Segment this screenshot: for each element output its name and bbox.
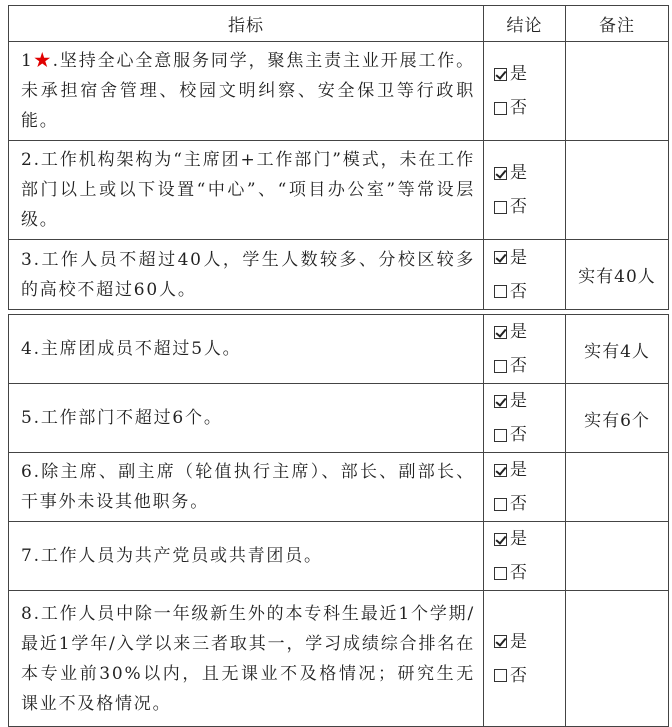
unchecked-checkbox-icon[interactable] (494, 102, 507, 115)
no-label: 否 (510, 281, 527, 302)
checked-checkbox-icon[interactable] (494, 635, 507, 648)
checked-checkbox-icon[interactable] (494, 251, 507, 264)
star-icon: ★ (33, 51, 53, 71)
yes-option[interactable] (494, 57, 565, 91)
no-label: 否 (510, 563, 527, 583)
table-header-row (9, 6, 669, 42)
row-number: 3 (21, 249, 34, 270)
header-remark: 备注 (566, 6, 669, 42)
indicator-text: .工作人员不超过40人，学生人数较多、分校区较多的高校不超过60人。 (21, 249, 475, 300)
no-option[interactable] (494, 556, 565, 590)
conclusion-cell (484, 591, 566, 727)
remark-cell: 实有4人 (566, 315, 669, 384)
checked-checkbox-icon[interactable] (494, 464, 507, 477)
indicator-text: .工作部门不超过6个。 (33, 408, 223, 428)
row-number: 1 (21, 51, 34, 71)
indicator-text: .工作人员中除一年级新生外的本专科生最近1个学期/最近1学年/入学以来三者取其一，学习成绩综合排名在本专业前30%以内，且无课业不及格情况；研究生无课业不及格情况。 (21, 603, 475, 714)
evaluation-table-top (8, 5, 669, 310)
conclusion-cell (484, 240, 566, 310)
row-number: 2 (21, 150, 34, 170)
indicator-text: .除主席、副主席（轮值执行主席）、部长、副部长、干事外未设其他职务。 (21, 462, 475, 512)
indicator-text: .主席团成员不超过5人。 (33, 339, 242, 359)
table-row (9, 453, 669, 522)
yes-option[interactable] (494, 522, 565, 556)
indicator-cell (9, 384, 484, 453)
table-row (9, 522, 669, 591)
yes-label: 是 (510, 163, 527, 183)
yes-option[interactable] (494, 625, 565, 659)
indicator-cell (9, 591, 484, 727)
no-label: 否 (510, 494, 527, 514)
checked-checkbox-icon[interactable] (494, 395, 507, 408)
table-row (9, 42, 669, 141)
remark-cell (566, 141, 669, 240)
checked-checkbox-icon[interactable] (494, 533, 507, 546)
indicator-cell (9, 522, 484, 591)
header-indicator: 指标 (9, 6, 484, 42)
indicator-cell (9, 141, 484, 240)
no-option[interactable] (494, 190, 565, 224)
conclusion-cell (484, 141, 566, 240)
no-label: 否 (510, 425, 527, 445)
yes-label: 是 (510, 247, 527, 268)
checked-checkbox-icon[interactable] (494, 167, 507, 180)
unchecked-checkbox-icon[interactable] (494, 360, 507, 373)
indicator-cell (9, 42, 484, 141)
no-label: 否 (510, 356, 527, 376)
table-row (9, 240, 669, 310)
no-option[interactable] (494, 91, 565, 125)
table-row (9, 591, 669, 727)
no-option[interactable] (494, 349, 565, 383)
conclusion-cell (484, 384, 566, 453)
row-number: 7 (21, 546, 34, 566)
indicator-cell (9, 315, 484, 384)
table-row (9, 315, 669, 384)
no-label: 否 (510, 197, 527, 217)
row-number: 6 (21, 462, 34, 482)
header-conclusion: 结论 (484, 6, 566, 42)
yes-option[interactable] (494, 241, 565, 275)
remark-cell: 实有6个 (566, 384, 669, 453)
remark-cell (566, 42, 669, 141)
table-row (9, 141, 669, 240)
conclusion-cell (484, 42, 566, 141)
indicator-cell (9, 453, 484, 522)
unchecked-checkbox-icon[interactable] (494, 669, 507, 682)
unchecked-checkbox-icon[interactable] (494, 201, 507, 214)
yes-label: 是 (510, 322, 527, 342)
conclusion-cell (484, 522, 566, 591)
yes-label: 是 (510, 631, 527, 652)
conclusion-cell (484, 315, 566, 384)
yes-option[interactable] (494, 315, 565, 349)
conclusion-cell (484, 453, 566, 522)
yes-label: 是 (510, 529, 527, 549)
yes-label: 是 (510, 460, 527, 480)
checked-checkbox-icon[interactable] (494, 68, 507, 81)
checked-checkbox-icon[interactable] (494, 326, 507, 339)
indicator-text: .工作人员为共产党员或共青团员。 (33, 546, 323, 566)
indicator-cell (9, 240, 484, 310)
indicator-text: .坚持全心全意服务同学，聚焦主责主业开展工作。未承担宿舍管理、校园文明纠察、安全保卫等行政职能。 (21, 51, 475, 131)
remark-cell (566, 591, 669, 727)
remark-cell (566, 522, 669, 591)
no-option[interactable] (494, 275, 565, 309)
table-row (9, 384, 669, 453)
unchecked-checkbox-icon[interactable] (494, 567, 507, 580)
unchecked-checkbox-icon[interactable] (494, 429, 507, 442)
indicator-text: .工作机构架构为“主席团+工作部门”模式，未在工作部门以上或以下设置“中心”、“项目办公室”等常设层级。 (21, 150, 475, 230)
yes-option[interactable] (494, 384, 565, 418)
unchecked-checkbox-icon[interactable] (494, 498, 507, 511)
no-option[interactable] (494, 659, 565, 693)
yes-label: 是 (510, 391, 527, 411)
evaluation-table-bottom (8, 314, 669, 727)
row-number: 8 (21, 603, 34, 624)
row-number: 4 (21, 339, 34, 359)
no-option[interactable] (494, 487, 565, 521)
row-number: 5 (21, 408, 34, 428)
unchecked-checkbox-icon[interactable] (494, 285, 507, 298)
remark-cell: 实有40人 (566, 240, 669, 310)
yes-option[interactable] (494, 453, 565, 487)
yes-label: 是 (510, 64, 527, 84)
remark-cell (566, 453, 669, 522)
no-option[interactable] (494, 418, 565, 452)
yes-option[interactable] (494, 156, 565, 190)
no-label: 否 (510, 665, 527, 686)
no-label: 否 (510, 98, 527, 118)
